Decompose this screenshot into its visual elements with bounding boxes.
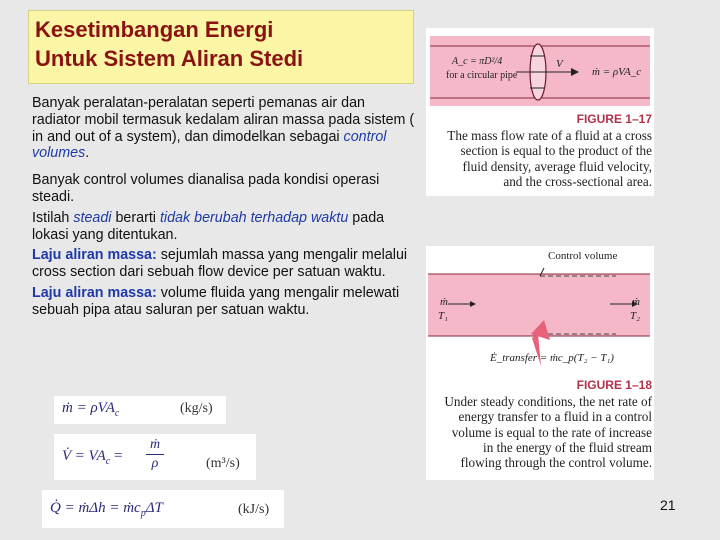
equation-1-text: ṁ = ρVA [62, 400, 115, 416]
equation-3-unit: (kJ/s) [238, 502, 270, 517]
equation-2-fraction [146, 436, 164, 473]
caption-line: The mass flow rate of a fluid at a cross [447, 128, 652, 143]
title-line-1: Kesetimbangan Energi [35, 17, 274, 42]
figure-1-17-caption [426, 128, 652, 189]
paragraph-1-end: . [85, 145, 90, 162]
paragraph-4-text: sejumlah massa yang mengalir melalui cross section dari sebuah flow device per satuan waktu. [32, 247, 408, 281]
figure-1-18 [426, 246, 654, 480]
paragraph-3-b: berarti [111, 209, 160, 226]
velocity-label: V [556, 58, 563, 70]
equation-volume-flow [54, 434, 256, 480]
figure-1-17-label: FIGURE 1–17 [576, 112, 652, 126]
equation-3-rhs: ΔT [145, 500, 163, 516]
equation-2-equals: = [110, 448, 123, 464]
page-number: 21 [660, 497, 676, 513]
equation-3-text: Q̇ = ṁΔh = ṁc [50, 500, 141, 516]
time-invariant-term: tidak berubah terhadap waktu [159, 209, 349, 226]
caption-line: and the cross-sectional area. [503, 173, 652, 189]
paragraph-2: Banyak control volumes dianalisa pada kondisi operasi steadi. [32, 172, 380, 205]
mass-flow-label: Laju aliran massa: [32, 247, 157, 264]
equation-heat-transfer [42, 490, 284, 528]
caption-line: section is equal to the product of the [460, 143, 652, 159]
inlet-mass-flow-label: ṁ [440, 296, 448, 308]
caption-line: Under steady conditions, the net rate of [444, 394, 652, 409]
equation-3-lhs [50, 500, 163, 519]
control-volumes-term: control volumes [32, 128, 387, 162]
equation-1-lhs [62, 400, 119, 419]
caption-line: in the energy of the fluid stream [483, 439, 652, 455]
paragraph-5-text: volume fluida yang mengalir melewati sebuah pipa atau saluran per satuan waktu. [32, 284, 400, 318]
outlet-mass-flow-label: ṁ [632, 296, 640, 308]
inlet-temperature-label: T₁ [438, 310, 448, 322]
paragraph-1-text: Banyak peralatan-peralatan seperti pemanas air dan radiator mobil termasuk kedalam aliran massa pada sistem ( in and out of a system), dan dimodelkan sebagai [32, 95, 415, 145]
equation-3-sub: p [140, 508, 146, 519]
paragraph-3-c: pada lokasi yang ditentukan. [32, 209, 385, 243]
equation-mass-flow [54, 396, 226, 424]
equation-2-lhs [62, 448, 122, 467]
figure-1-18-label: FIGURE 1–18 [576, 378, 652, 392]
title-box [28, 10, 414, 84]
caption-line: fluid density, average fluid velocity, [462, 158, 652, 174]
figure-1-18-caption [426, 394, 652, 470]
caption-line: volume is equal to the rate of increase [451, 424, 652, 440]
control-volume-label: Control volume [548, 250, 618, 262]
equation-2-unit: (m³/s) [206, 456, 240, 471]
equation-2-denominator: ρ [151, 456, 159, 471]
equation-1-unit: (kg/s) [180, 401, 213, 416]
equation-2-numerator: ṁ [146, 436, 164, 455]
paragraph-4 [32, 247, 416, 281]
energy-transfer-label: Ė_transfer = ṁc_p(T₂ − T₁) [490, 352, 614, 364]
body-text [32, 95, 416, 321]
steadi-term: steadi [73, 209, 112, 226]
equation-1-sub: c [114, 408, 120, 419]
caption-line: flowing through the control volume. [460, 455, 652, 471]
volume-flow-label: Laju aliran massa: [32, 284, 157, 301]
mass-flow-equation-label: ṁ = ρVA_c [592, 66, 642, 78]
paragraph-3 [32, 210, 416, 244]
figure-1-17 [426, 28, 654, 196]
paragraph-5 [32, 285, 416, 319]
pipe-area-label: A_c = πD²/4 [452, 56, 503, 67]
equation-2-sub: c [105, 456, 111, 467]
equation-2-text: V̇ = VA [62, 448, 106, 464]
pipe-note: for a circular pipe [446, 70, 518, 81]
caption-line: energy transfer to a fluid in a control [458, 409, 652, 425]
title-line-2: Untuk Sistem Aliran Stedi [35, 46, 304, 71]
paragraph-1 [32, 95, 416, 162]
paragraph-3-a: Istilah [32, 209, 74, 226]
outlet-temperature-label: T₂ [630, 310, 640, 322]
